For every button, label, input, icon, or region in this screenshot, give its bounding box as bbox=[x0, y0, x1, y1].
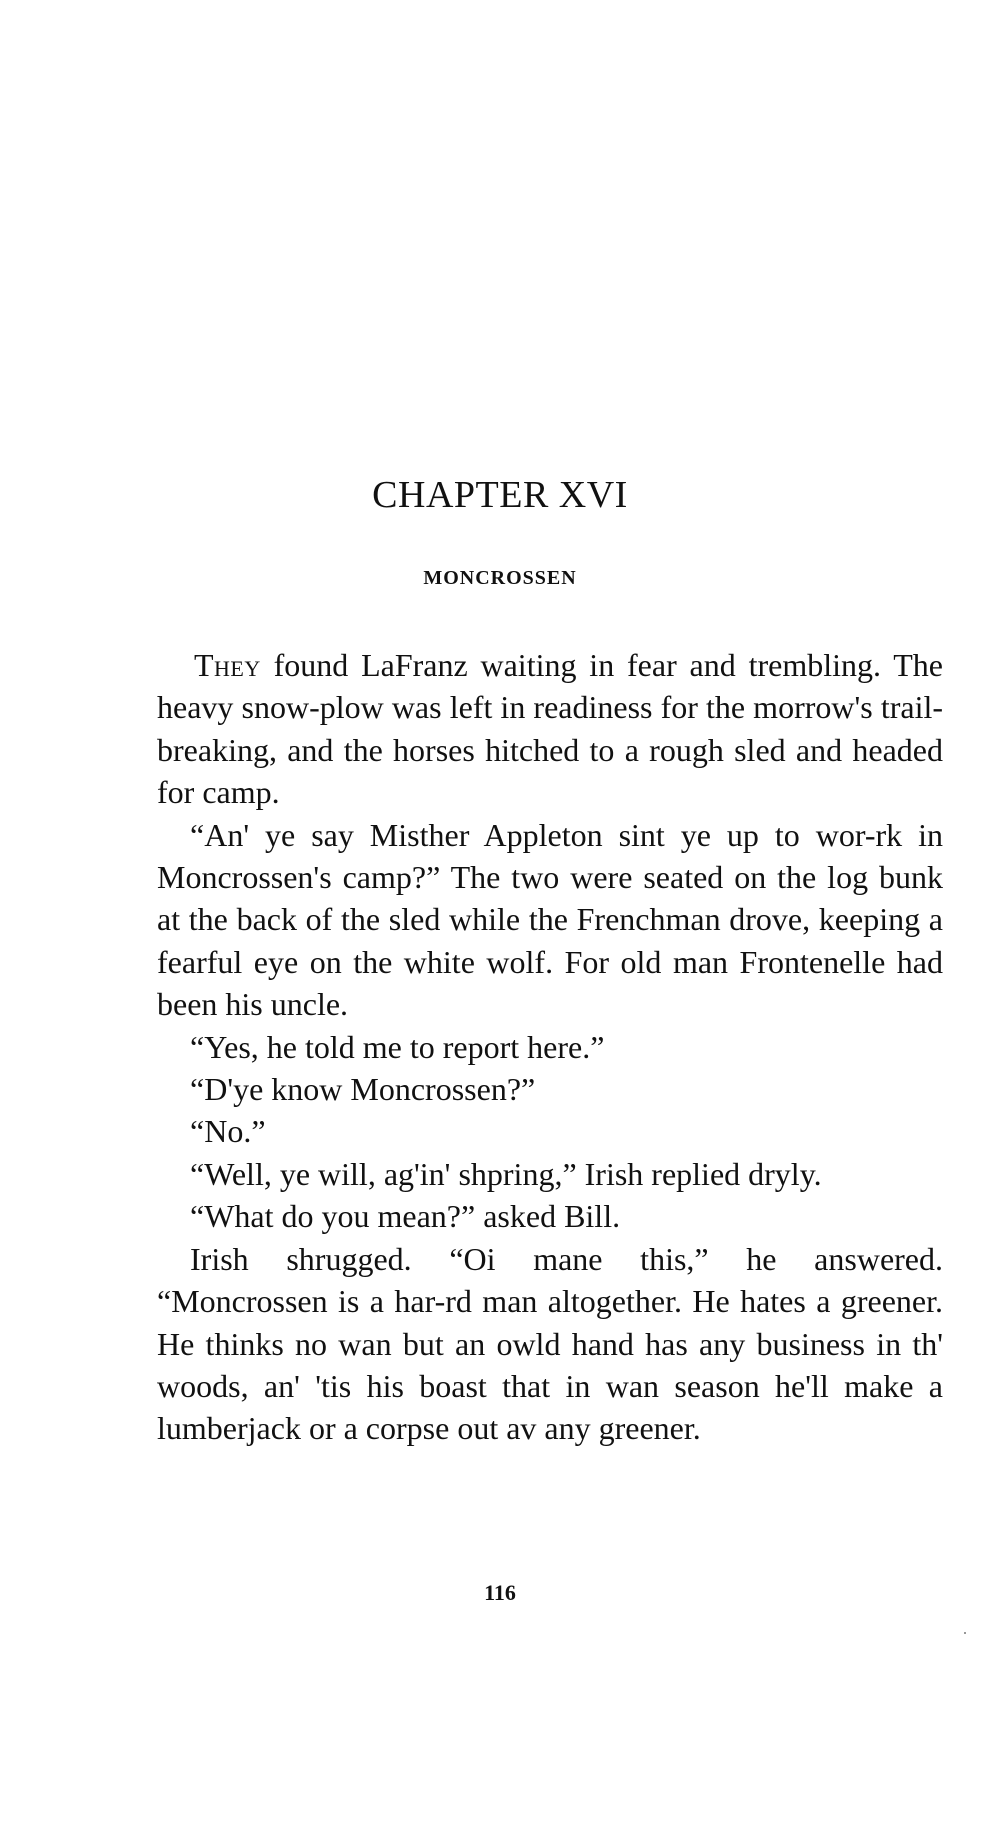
chapter-title: CHAPTER XVI bbox=[372, 474, 628, 516]
paragraph-8: Irish shrugged. “Oi mane this,” he answered. “Moncrossen is a har-rd man altogether. He hates a greener. He thinks no wan but an owld hand has any business in th' woods, an' 'tis his boast that in wan season he'll make a lumberjack or a corpse out av any greener. bbox=[157, 1240, 943, 1447]
paragraph-lead-word: They bbox=[194, 647, 261, 683]
paragraph-1 bbox=[157, 644, 943, 814]
chapter-body bbox=[157, 644, 943, 1450]
paragraph-2: “An' ye say Misther Appleton sint ye up to wor-rk in Moncrossen's camp?” The two were seated on the log bunk at the back of the sled while the Frenchman drove, keeping a fearful eye on the white wolf. For old man Frontenelle had been his uncle. bbox=[157, 816, 943, 1023]
page-number: 116 bbox=[484, 1580, 516, 1605]
paragraph-6: “Well, ye will, ag'in' shpring,” Irish replied dryly. bbox=[190, 1155, 822, 1192]
scan-speck bbox=[964, 1632, 966, 1634]
chapter-subtitle: MONCROSSEN bbox=[423, 567, 577, 589]
paragraph-text: found LaFranz waiting in fear and trembling. The heavy snow-plow was left in readiness for the morrow's trail-breaking, and the horses hitched to a rough sled and headed for camp. bbox=[157, 647, 943, 811]
paragraph-7: “What do you mean?” asked Bill. bbox=[190, 1198, 621, 1235]
paragraph-3: “Yes, he told me to report here.” bbox=[190, 1028, 605, 1065]
paragraph-4: “D'ye know Moncrossen?” bbox=[190, 1071, 536, 1108]
paragraph-5: “No.” bbox=[190, 1113, 266, 1150]
